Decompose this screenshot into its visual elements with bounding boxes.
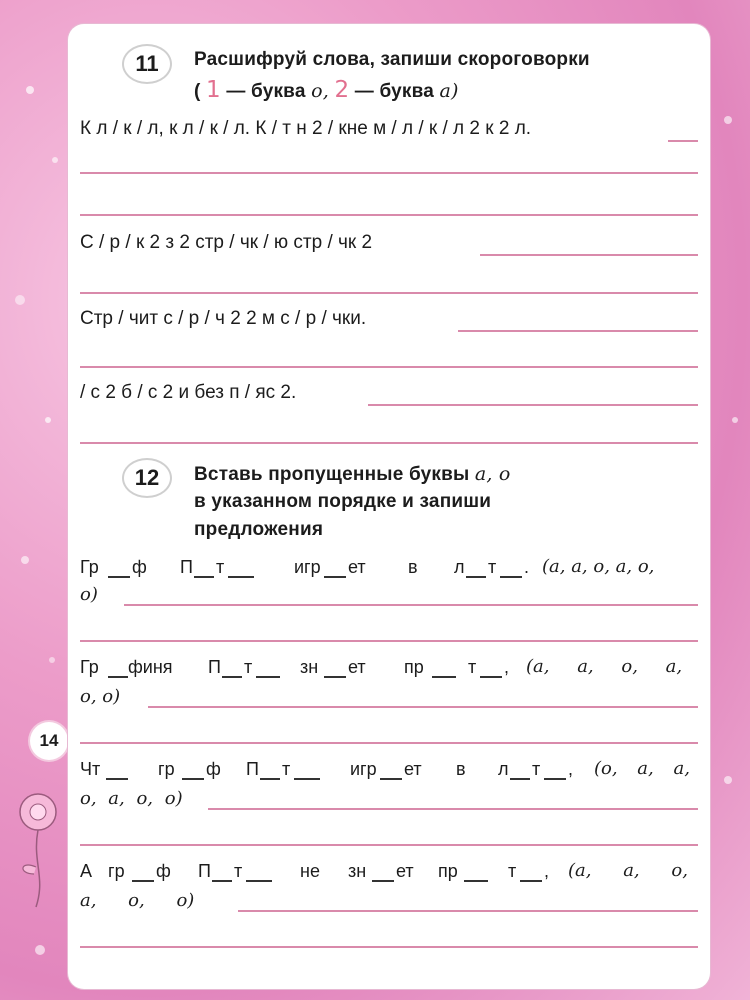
word-part: ,: [568, 759, 574, 779]
blank-slot[interactable]: [132, 880, 154, 882]
answer-line[interactable]: [80, 172, 698, 174]
word-part: т: [488, 557, 497, 577]
page-number: 14: [30, 722, 68, 760]
blank-slot[interactable]: [106, 778, 128, 780]
word-part: .: [524, 557, 530, 577]
blank-slot[interactable]: [544, 778, 566, 780]
word-part: пр: [404, 657, 424, 677]
blank-slot[interactable]: [324, 676, 346, 678]
word-part: ет: [348, 657, 366, 677]
word-part: ет: [348, 557, 366, 577]
word-part: т: [468, 657, 477, 677]
answer-line[interactable]: [480, 254, 698, 256]
blank-slot[interactable]: [432, 676, 456, 678]
answer-line[interactable]: [80, 946, 698, 948]
word-part: пр: [438, 861, 458, 881]
legend-num-2: 2: [334, 77, 350, 103]
answer-line[interactable]: [148, 706, 698, 708]
word-part: в: [456, 759, 466, 779]
word-part: финя: [128, 657, 173, 677]
blank-slot[interactable]: [294, 778, 320, 780]
blank-slot[interactable]: [466, 576, 486, 578]
word-part: т: [282, 759, 291, 779]
task-12-title-line-3: предложения: [194, 519, 324, 540]
answer-line[interactable]: [80, 366, 698, 368]
task-11-title: [194, 46, 590, 74]
word-part: т: [244, 657, 253, 677]
word-part: игр: [294, 557, 321, 577]
task-11-row-3: [80, 306, 366, 332]
task-11-title-text: Расшифруй слова, запиши скороговорки: [194, 49, 590, 70]
task-11-row-2: [80, 230, 372, 256]
task-11-row-4: [80, 380, 296, 406]
word-part: зн: [300, 657, 319, 677]
task-11-row-4-text: / с 2 б / с 2 и без п / яс 2.: [80, 382, 297, 403]
answer-line[interactable]: [80, 844, 698, 846]
word-part: Чт: [80, 759, 101, 779]
blank-slot[interactable]: [324, 576, 346, 578]
word-part: П: [208, 657, 221, 677]
blank-slot[interactable]: [500, 576, 522, 578]
word-part: ф: [156, 861, 171, 881]
answer-line[interactable]: [124, 604, 698, 606]
answer-line[interactable]: [668, 140, 698, 142]
blank-slot[interactable]: [228, 576, 254, 578]
blank-slot[interactable]: [194, 576, 214, 578]
word-part: А: [80, 861, 93, 881]
blank-slot[interactable]: [510, 778, 530, 780]
answer-line[interactable]: [238, 910, 698, 912]
blank-slot[interactable]: [222, 676, 242, 678]
word-part: ф: [206, 759, 221, 779]
blank-slot[interactable]: [212, 880, 232, 882]
word-part: ф: [132, 557, 147, 577]
word-part: т: [216, 557, 225, 577]
answer-line[interactable]: [368, 404, 698, 406]
letter-hint: о): [80, 584, 98, 605]
answer-line[interactable]: [80, 442, 698, 444]
word-part: ,: [544, 861, 550, 881]
word-part: л: [498, 759, 509, 779]
word-part: т: [234, 861, 243, 881]
word-part: игр: [350, 759, 377, 779]
worksheet-page: [68, 24, 710, 989]
task-12-title-letters: а, о: [474, 463, 511, 485]
word-part: ет: [396, 861, 414, 881]
word-part: ,: [504, 657, 510, 677]
flower-decoration-icon: [12, 782, 72, 912]
answer-line[interactable]: [458, 330, 698, 332]
blank-slot[interactable]: [380, 778, 402, 780]
answer-line[interactable]: [208, 808, 698, 810]
task-11-row-1-text: К л / к / л, к л / к / л. К / т н 2 / кне м / л / к / л 2 к 2 л.: [80, 118, 532, 139]
task-11-row-1: [80, 116, 531, 142]
word-part: л: [454, 557, 465, 577]
word-part: Гр: [80, 557, 99, 577]
task-11-row-3-text: Стр / чит с / р / ч 2 2 м с / р / чки.: [80, 308, 367, 329]
task-12-title-text-1: Вставь пропущенные буквы: [194, 464, 470, 485]
letter-hint: (о, а, а,: [594, 758, 690, 779]
blank-slot[interactable]: [246, 880, 272, 882]
word-part: гр: [108, 861, 125, 881]
blank-slot[interactable]: [260, 778, 280, 780]
answer-line[interactable]: [80, 292, 698, 294]
word-part: Гр: [80, 657, 99, 677]
blank-slot[interactable]: [372, 880, 394, 882]
legend-open: (: [194, 81, 201, 102]
blank-slot[interactable]: [520, 880, 542, 882]
word-part: П: [180, 557, 193, 577]
word-part: гр: [158, 759, 175, 779]
legend-text-2: — буква: [354, 81, 435, 102]
blank-slot[interactable]: [464, 880, 488, 882]
letter-hint: о, о): [80, 686, 121, 707]
word-part: в: [408, 557, 418, 577]
answer-line[interactable]: [80, 640, 698, 642]
blank-slot[interactable]: [256, 676, 280, 678]
letter-hint: о, а, о, о): [80, 788, 183, 809]
word-part: ет: [404, 759, 422, 779]
word-part: П: [246, 759, 259, 779]
letter-hint: (а, а, о,: [568, 860, 688, 881]
task-11-badge: 11: [122, 44, 172, 84]
task-11-row-2-text: С / р / к 2 з 2 стр / чк / ю стр / чк 2: [80, 232, 373, 253]
legend-text-1: — буква: [226, 81, 306, 102]
answer-line[interactable]: [80, 742, 698, 744]
blank-slot[interactable]: [108, 676, 128, 678]
word-part: зн: [348, 861, 367, 881]
letter-hint: а, о, о): [80, 890, 195, 911]
letter-hint: (а, а, о, а,: [526, 656, 683, 677]
task-12-badge: 12: [122, 458, 172, 498]
word-part: П: [198, 861, 211, 881]
task-12-title-line-1: [194, 460, 511, 489]
blank-slot[interactable]: [108, 576, 130, 578]
word-part: не: [300, 861, 320, 881]
legend-letter-2: а): [439, 80, 459, 102]
letter-hint: (а, а, о, а, о,: [542, 556, 655, 577]
task-12-title-line-2: в указанном порядке и запиши: [194, 491, 492, 512]
task-11-legend: [194, 76, 459, 106]
blank-slot[interactable]: [182, 778, 204, 780]
blank-slot[interactable]: [480, 676, 502, 678]
legend-num-1: 1: [206, 77, 221, 103]
legend-letter-1: о,: [311, 80, 329, 102]
word-part: т: [532, 759, 541, 779]
answer-line[interactable]: [80, 214, 698, 216]
word-part: т: [508, 861, 517, 881]
